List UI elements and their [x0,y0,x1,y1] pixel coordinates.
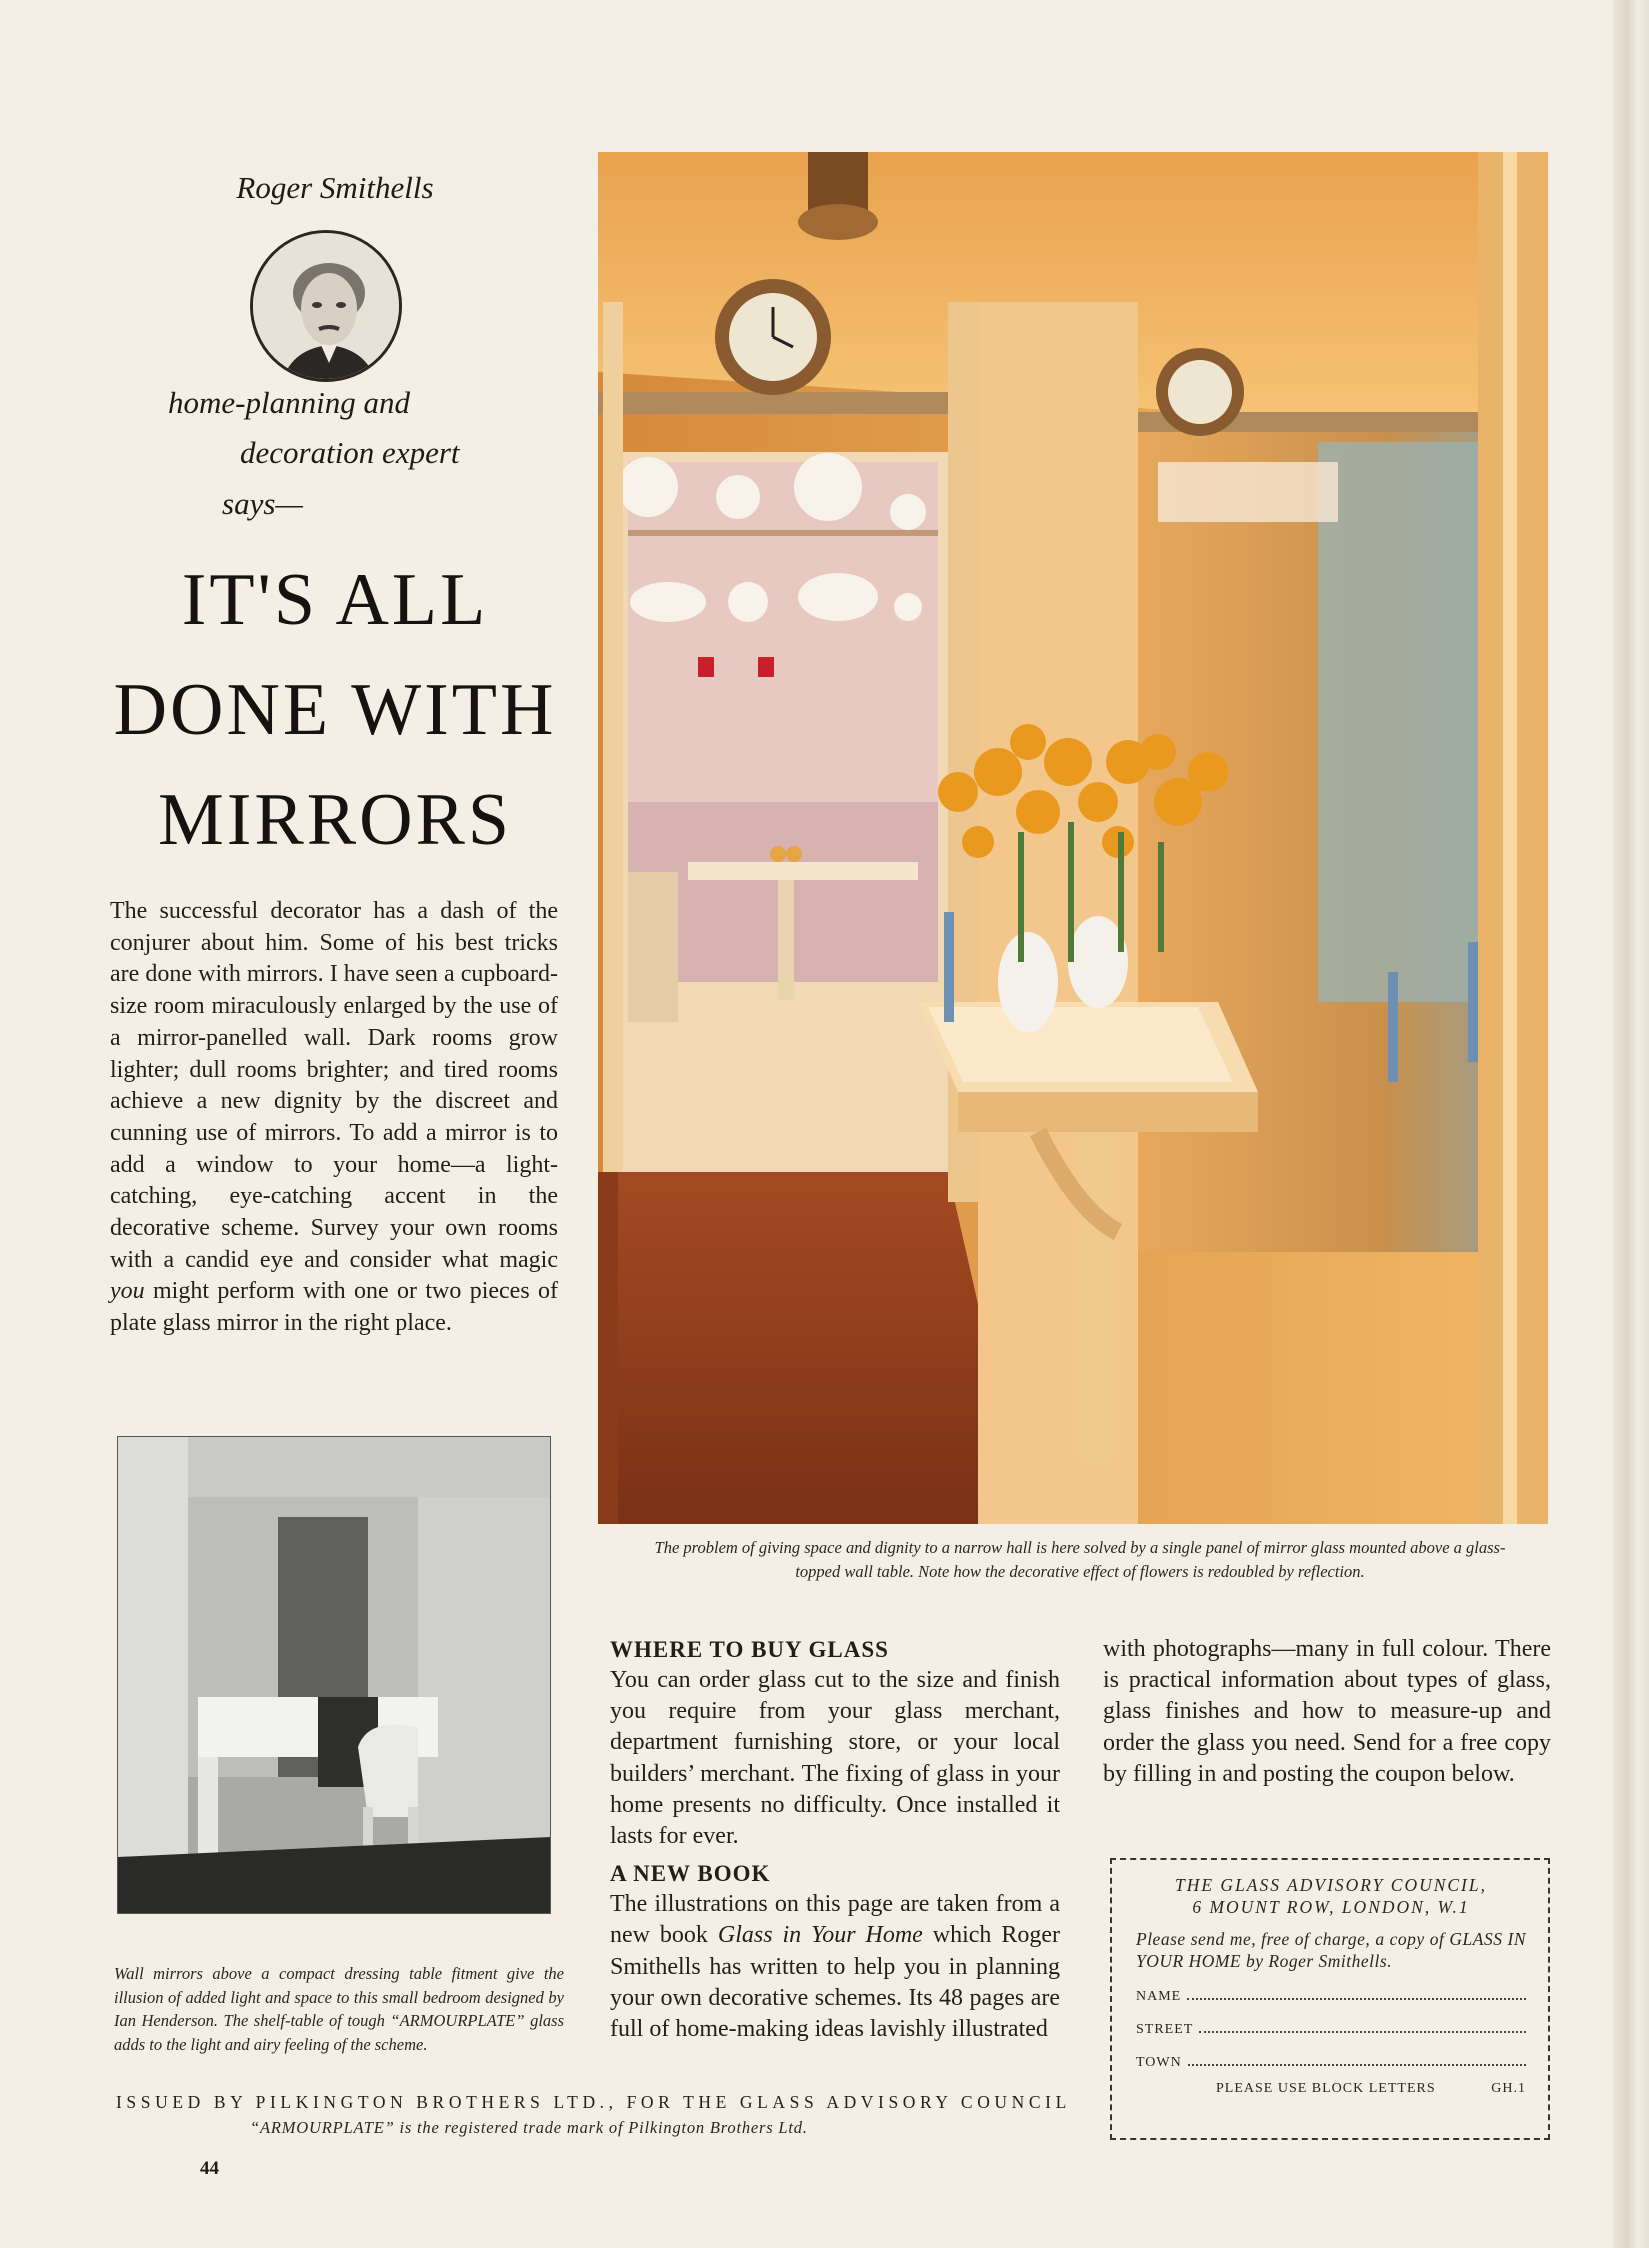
hall-mirror-photo [598,152,1548,1524]
tagline-line-1: home-planning and [168,385,410,420]
intro-text-end: might perform with one or two pieces of plate glass mirror in the right place. [110,1278,559,1337]
bedroom-mirror-photo [117,1436,551,1914]
new-book-text-start: The illustrations on this page are taken from a new book [610,1891,1060,1949]
coupon-block-letters-note: PLEASE USE BLOCK LETTERS [1216,2081,1436,2096]
coupon-name-label: NAME [1136,1989,1182,2004]
coupon-street-field[interactable] [1136,2019,1526,2038]
issued-by-line: ISSUED BY PILKINGTON BROTHERS LTD., FOR THE GLASS ADVISORY COUNCIL [116,2092,1071,2112]
page-edge [1613,0,1649,2248]
bedroom-photo-caption: Wall mirrors above a compact dressing table fitment give the illusion of added light and space to this small bedroom designed by Ian Henderson. The shelf-table of tough “ARMOURPLATE” glass adds to the light and airy feeling of the scheme. [114,1964,564,2054]
coupon-name-field[interactable] [1136,1986,1526,2005]
coupon-code: GH.1 [1491,2081,1526,2096]
where-to-buy-text: You can order glass cut to the size and finish you require from your glass merchant, department furnishing store, or your local builders’ merchant. The fixing of glass in your home presents no difficulty. Once installed it lasts for ever. [610,1667,1060,1850]
author-name: Roger Smithells [236,170,434,205]
coupon-town-line[interactable] [1188,2052,1526,2066]
coupon-footer [1136,2081,1526,2097]
tagline-line-2: decoration expert [240,435,460,470]
coupon-name-line[interactable] [1187,1986,1526,2000]
headline-line-2: DONE WITH [113,669,557,751]
trademark-term: “ARMOURPLATE” [250,2118,395,2137]
coupon-address-line-2: 6 MOUNT ROW, LONDON, W.1 [1192,1897,1470,1917]
order-coupon[interactable] [1110,1858,1550,2140]
coupon-request-text: Please send me, free of charge, a copy of GLASS IN YOUR HOME by Roger Smithells. [1136,1929,1526,1971]
new-book-text [610,1889,1060,2045]
coupon-town-field[interactable] [1136,2052,1526,2071]
intro-text: The successful decorator has a dash of the conjurer about him. Some of his best tricks are done with mirrors. I have seen a cupboard-size room miraculously enlarged by the use of a mirror-panelled wall. Dark rooms grow lighter; dull rooms brighter; and tired rooms achieve a new dignity by the discreet and cunning use of mirrors. To add a mirror is to add a window to your home—a light-catching, eye-catching accent in the decorative scheme. Survey your own rooms with a candid eye and consider what magic [110,898,558,1273]
headline-line-1: IT'S ALL [181,559,489,641]
body-column-right [1103,1634,1551,1790]
author-portrait [250,230,402,382]
coupon-town-label: TOWN [1136,2055,1182,2070]
new-book-heading: A NEW BOOK [610,1861,771,1887]
main-photo-caption: The problem of giving space and dignity to a narrow hall is here solved by a single panel of mirror glass mounted above a glass-topped wall table. Note how the decorative effect of flowers is redoubled by reflection. [654,1538,1506,1581]
trademark-note [250,2118,808,2138]
headline [80,545,590,875]
intro-emphasis: you [110,1278,145,1305]
book-title: Glass in Your Home [717,1922,923,1949]
page-number: 44 [200,2158,219,2179]
headline-line-3: MIRRORS [157,779,513,861]
coupon-street-label: STREET [1136,2022,1194,2037]
new-book-text-end: which Roger Smithells has written to help you in planning your own decorative schemes. Its 48 pages are full of home-making ideas lavishly illustrated [610,1922,1061,2043]
body-column-left [610,1634,1060,2045]
coupon-street-line[interactable] [1199,2019,1526,2033]
where-to-buy-heading: WHERE TO BUY GLASS [610,1637,889,1662]
new-book-text-continued: with photographs—many in full colour. There is practical information about types of glass, glass finishes and how to measure-up and order the glass you need. Send for a free copy by filling in and posting the coupon below. [1103,1636,1551,1787]
tagline-line-3: says— [222,486,303,521]
intro-paragraph [110,896,558,1340]
trademark-text: is the registered trade mark of Pilkington Brothers Ltd. [399,2118,808,2137]
coupon-address-line-1: THE GLASS ADVISORY COUNCIL, [1175,1875,1487,1895]
